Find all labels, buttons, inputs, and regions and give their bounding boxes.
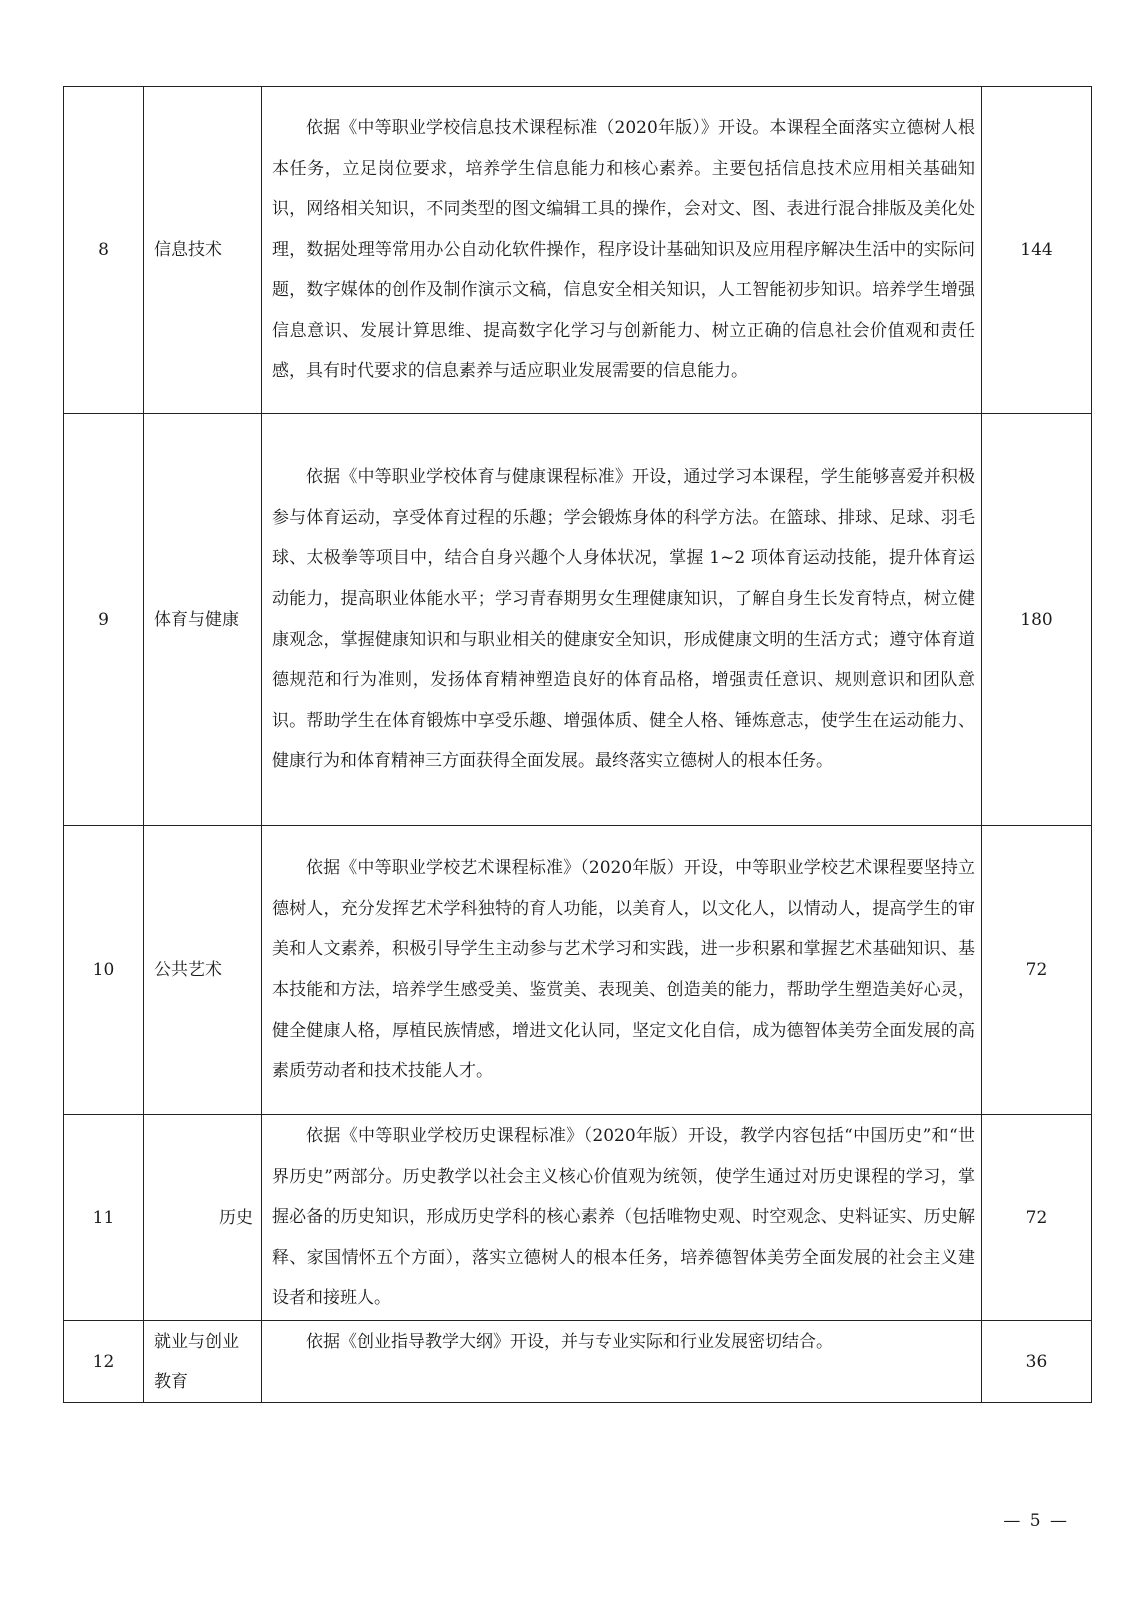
course-hours: 180 (982, 414, 1092, 826)
course-name: 公共艺术 (144, 826, 262, 1115)
row-number: 10 (64, 826, 144, 1115)
course-description-text: 依据《中等职业学校历史课程标准》（2020年版）开设，教学内容包括“中国历史”和“世界历史”两部分。历史教学以社会主义核心价值观为统领，使学生通过对历史课程的学习，掌握必备的历史知识，形成历史学科的核心素养（包括唯物史观、时空观念、史料证实、历史解释、家国情怀五个方面），落实立德树人的根本任务，培养德智体美劳全面发展的社会主义建设者和接班人。 (272, 1126, 975, 1309)
table-row (64, 87, 1092, 414)
course-name: 体育与健康 (144, 414, 262, 826)
course-description (262, 1321, 982, 1403)
course-description-text: 依据《中等职业学校体育与健康课程标准》开设，通过学习本课程，学生能够喜爱并积极参与体育运动，享受体育过程的乐趣；学会锻炼身体的科学方法。在篮球、排球、足球、羽毛球、太极拳等项目中，结合自身兴趣个人身体状况，掌握 1~2 项体育运动技能，提升体育运动能力，提高职业体能水平；学习青春期男女生理健康知识，了解自身生长发育特点，树立健康观念，掌握健康知识和与职业相关的健康安全知识，形成健康文明的生活方式；遵守体育道德规范和行为准则，发扬体育精神塑造良好的体育品格，增强责任意识、规则意识和团队意识。帮助学生在体育锻炼中享受乐趣、增强体质、健全人格、锤炼意志，使学生在运动能力、健康行为和体育精神三方面获得全面发展。最终落实立德树人的根本任务。 (272, 467, 975, 772)
course-table (63, 86, 1092, 1403)
table-row (64, 826, 1092, 1115)
course-hours: 72 (982, 1115, 1092, 1321)
course-description (262, 826, 982, 1115)
course-hours: 36 (982, 1321, 1092, 1403)
course-description-text: 依据《中等职业学校信息技术课程标准（2020年版）》开设。本课程全面落实立德树人根本任务，立足岗位要求，培养学生信息能力和核心素养。主要包括信息技术应用相关基础知识，网络相关知识，不同类型的图文编辑工具的操作，会对文、图、表进行混合排版及美化处理，数据处理等常用办公自动化软件操作，程序设计基础知识及应用程序解决生活中的实际问题，数字媒体的创作及制作演示文稿，信息安全相关知识，人工智能初步知识。培养学生增强信息意识、发展计算思维、提高数字化学习与创新能力、树立正确的信息社会价值观和责任感，具有时代要求的信息素养与适应职业发展需要的信息能力。 (272, 117, 975, 382)
row-number: 12 (64, 1321, 144, 1403)
page-number: — 5 — (1003, 1511, 1069, 1531)
course-description (262, 414, 982, 826)
table-row (64, 414, 1092, 826)
course-name: 就业与创业教育 (144, 1321, 262, 1403)
course-hours: 72 (982, 826, 1092, 1115)
course-description (262, 87, 982, 414)
course-name: 历史 (144, 1115, 262, 1321)
course-description (262, 1115, 982, 1321)
row-number: 9 (64, 414, 144, 826)
table-row (64, 1321, 1092, 1403)
course-name: 信息技术 (144, 87, 262, 414)
row-number: 11 (64, 1115, 144, 1321)
table-row (64, 1115, 1092, 1321)
course-description-text: 依据《创业指导教学大纲》开设，并与专业实际和行业发展密切结合。 (306, 1332, 833, 1352)
row-number: 8 (64, 87, 144, 414)
course-hours: 144 (982, 87, 1092, 414)
course-description-text: 依据《中等职业学校艺术课程标准》（2020年版）开设，中等职业学校艺术课程要坚持立德树人，充分发挥艺术学科独特的育人功能，以美育人，以文化人，以情动人，提高学生的审美和人文素养，积极引导学生主动参与艺术学习和实践，进一步积累和掌握艺术基础知识、基本技能和方法，培养学生感受美、鉴赏美、表现美、创造美的能力，帮助学生塑造美好心灵，健全健康人格，厚植民族情感，增进文化认同，坚定文化自信，成为德智体美劳全面发展的高素质劳动者和技术技能人才。 (272, 858, 975, 1082)
